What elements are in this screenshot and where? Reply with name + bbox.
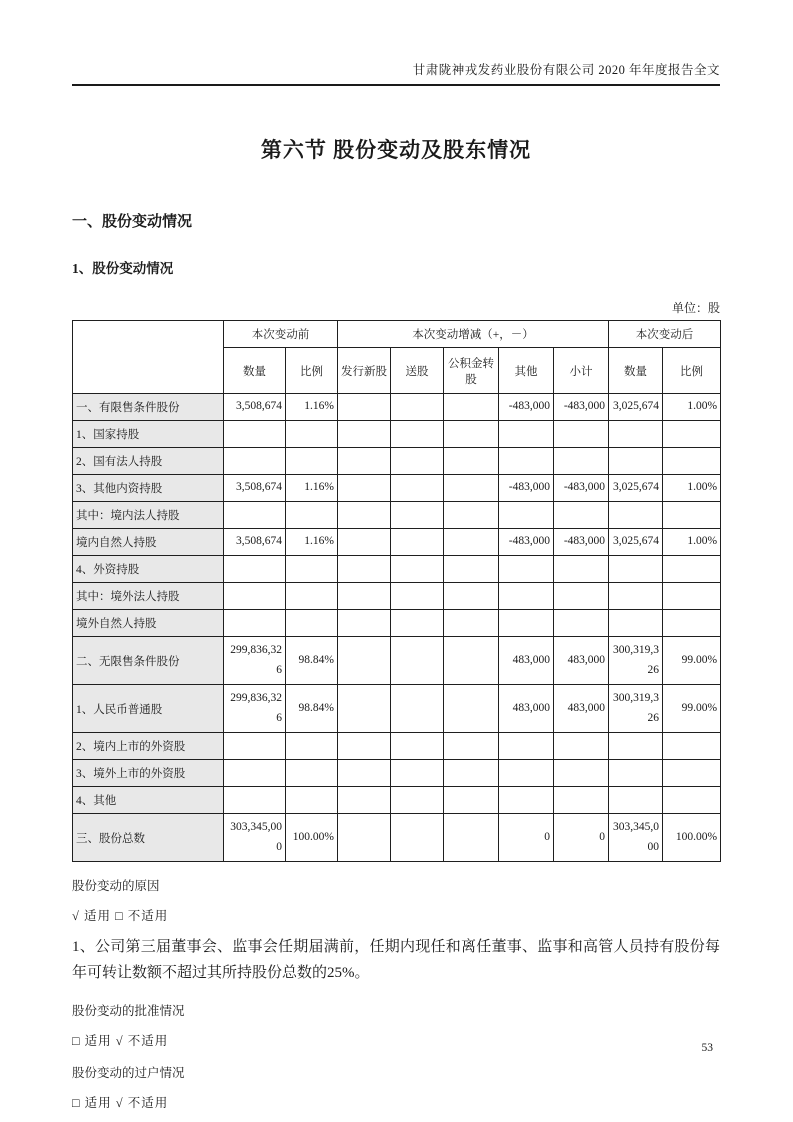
row-label: 3、其他内资持股 [73, 475, 224, 502]
cell [609, 733, 663, 760]
cell [609, 610, 663, 637]
col-header-ratio-before: 比例 [286, 348, 338, 394]
cell [499, 556, 554, 583]
row-label: 1、国家持股 [73, 421, 224, 448]
cell [609, 421, 663, 448]
cell [663, 733, 721, 760]
cell [391, 475, 444, 502]
group-header-before: 本次变动前 [224, 321, 338, 348]
col-header-bonus-shares: 送股 [391, 348, 444, 394]
row-label: 其中：境内法人持股 [73, 502, 224, 529]
table-row-total-shares [73, 814, 721, 862]
cell: 3,508,674 [224, 529, 286, 556]
cell [554, 502, 609, 529]
table-row-state-holding [73, 421, 721, 448]
cell [286, 787, 338, 814]
cell [499, 610, 554, 637]
share-change-table [72, 320, 721, 862]
table-row-foreign-holding [73, 556, 721, 583]
cell [499, 421, 554, 448]
cell: 483,000 [499, 637, 554, 685]
cell [338, 475, 391, 502]
cell: 3,025,674 [609, 475, 663, 502]
cell [554, 787, 609, 814]
cell [663, 502, 721, 529]
cell: 303,345,000 [224, 814, 286, 862]
cell: 1.00% [663, 475, 721, 502]
cell: 483,000 [554, 637, 609, 685]
row-label: 2、境内上市的外资股 [73, 733, 224, 760]
cell [286, 733, 338, 760]
cell [663, 583, 721, 610]
col-header-qty-after: 数量 [609, 348, 663, 394]
col-header-ratio-after: 比例 [663, 348, 721, 394]
cell [444, 787, 499, 814]
row-label: 一、有限售条件股份 [73, 394, 224, 421]
share-change-reason-label: 股份变动的原因 [72, 879, 160, 893]
cell [444, 394, 499, 421]
cell: 0 [554, 814, 609, 862]
cell [554, 610, 609, 637]
cell [444, 475, 499, 502]
approval-status-label: 股份变动的批准情况 [72, 1003, 185, 1018]
cell: 3,508,674 [224, 475, 286, 502]
cell: 300,319,326 [609, 685, 663, 733]
cell [391, 394, 444, 421]
cell [391, 529, 444, 556]
cell [391, 787, 444, 814]
cell [444, 760, 499, 787]
cell: 98.84% [286, 685, 338, 733]
share-change-reason-text: 1、公司第三届董事会、监事会任期届满前，任期内现任和离任董事、监事和高管人员持有股份每年可转让数额不超过其所持股份总数的25%。 [72, 939, 720, 982]
cell [224, 760, 286, 787]
cell [286, 556, 338, 583]
cell: -483,000 [554, 475, 609, 502]
cell [286, 610, 338, 637]
cell: -483,000 [499, 529, 554, 556]
table-row-domestic-listed-foreign-shares [73, 733, 721, 760]
cell [554, 760, 609, 787]
running-header [72, 60, 720, 86]
cell [338, 556, 391, 583]
cell: 483,000 [499, 685, 554, 733]
row-label: 境内自然人持股 [73, 529, 224, 556]
cell [224, 502, 286, 529]
transfer-status-label: 股份变动的过户情况 [72, 1065, 185, 1080]
cell [338, 502, 391, 529]
col-header-new-issue: 发行新股 [338, 348, 391, 394]
cell [663, 787, 721, 814]
cell [391, 556, 444, 583]
cell: 1.16% [286, 394, 338, 421]
cell: 1.00% [663, 394, 721, 421]
cell [663, 610, 721, 637]
cell [391, 502, 444, 529]
table-row-rmb-ordinary-shares [73, 685, 721, 733]
cell [338, 421, 391, 448]
table-group-header-row [73, 321, 721, 348]
cell [338, 583, 391, 610]
cell [499, 502, 554, 529]
cell [338, 685, 391, 733]
cell [224, 583, 286, 610]
cell [224, 556, 286, 583]
cell [391, 448, 444, 475]
approval-applicability-checkboxes: □ 适用 √ 不适用 [72, 1033, 169, 1048]
group-header-after: 本次变动后 [609, 321, 721, 348]
group-header-change: 本次变动增减（+，－） [338, 321, 609, 348]
cell [286, 583, 338, 610]
cell: 300,319,326 [609, 637, 663, 685]
cell: 99.00% [663, 637, 721, 685]
cell [391, 685, 444, 733]
section-heading: 一、股份变动情况 [72, 214, 193, 230]
transfer-applicability-checkboxes: □ 适用 √ 不适用 [72, 1095, 169, 1110]
cell [609, 556, 663, 583]
cell [444, 556, 499, 583]
cell [444, 421, 499, 448]
cell: 98.84% [286, 637, 338, 685]
col-header-subtotal: 小计 [554, 348, 609, 394]
subsection-heading: 1、股份变动情况 [72, 261, 174, 276]
cell [444, 610, 499, 637]
cell [499, 760, 554, 787]
cell: -483,000 [554, 394, 609, 421]
col-header-other: 其他 [499, 348, 554, 394]
cell: 1.16% [286, 475, 338, 502]
table-row-other [73, 787, 721, 814]
reason-applicability-checkboxes: √ 适用 □ 不适用 [72, 909, 169, 923]
cell [391, 421, 444, 448]
cell [391, 733, 444, 760]
cell [444, 733, 499, 760]
cell [554, 733, 609, 760]
cell [499, 583, 554, 610]
row-label: 境外自然人持股 [73, 610, 224, 637]
cell [286, 448, 338, 475]
cell: 1.16% [286, 529, 338, 556]
cell [286, 421, 338, 448]
cell [444, 448, 499, 475]
cell [338, 814, 391, 862]
cell [663, 421, 721, 448]
cell [609, 583, 663, 610]
cell [338, 760, 391, 787]
cell [338, 787, 391, 814]
cell [286, 760, 338, 787]
report-header-text: 甘肃陇神戎发药业股份有限公司 2020 年年度报告全文 [412, 63, 720, 77]
table-corner-cell [73, 321, 224, 394]
unit-label: 单位：股 [671, 301, 720, 315]
cell [338, 394, 391, 421]
cell [338, 733, 391, 760]
cell [554, 448, 609, 475]
cell [444, 637, 499, 685]
row-label: 4、外资持股 [73, 556, 224, 583]
cell [286, 502, 338, 529]
table-row-domestic-natural-person [73, 529, 721, 556]
cell: -483,000 [499, 394, 554, 421]
cell [444, 685, 499, 733]
cell: 0 [499, 814, 554, 862]
row-label: 1、人民币普通股 [73, 685, 224, 733]
row-label: 2、国有法人持股 [73, 448, 224, 475]
table-row-unrestricted-shares [73, 637, 721, 685]
page-number: 53 [701, 1042, 713, 1054]
cell: -483,000 [554, 529, 609, 556]
cell [609, 787, 663, 814]
cell [444, 583, 499, 610]
cell: 3,025,674 [609, 394, 663, 421]
cell [391, 583, 444, 610]
col-header-qty-before: 数量 [224, 348, 286, 394]
table-row-restricted-shares [73, 394, 721, 421]
table-row-domestic-legal-person [73, 502, 721, 529]
cell [224, 733, 286, 760]
cell: 299,836,326 [224, 637, 286, 685]
cell [391, 610, 444, 637]
table-row-state-legal-person [73, 448, 721, 475]
cell [554, 556, 609, 583]
cell [338, 637, 391, 685]
cell: 3,508,674 [224, 394, 286, 421]
cell [391, 760, 444, 787]
cell: 483,000 [554, 685, 609, 733]
cell [444, 814, 499, 862]
table-row-overseas-legal-person [73, 583, 721, 610]
cell [499, 733, 554, 760]
cell: 100.00% [286, 814, 338, 862]
cell [663, 760, 721, 787]
cell [499, 448, 554, 475]
cell [663, 448, 721, 475]
row-label: 3、境外上市的外资股 [73, 760, 224, 787]
cell [609, 502, 663, 529]
cell [224, 787, 286, 814]
cell: 100.00% [663, 814, 721, 862]
cell: 299,836,326 [224, 685, 286, 733]
cell [554, 583, 609, 610]
cell: 99.00% [663, 685, 721, 733]
cell: 303,345,000 [609, 814, 663, 862]
row-label: 三、股份总数 [73, 814, 224, 862]
cell [224, 448, 286, 475]
table-row-other-domestic [73, 475, 721, 502]
cell: -483,000 [499, 475, 554, 502]
cell [444, 502, 499, 529]
table-row-overseas-listed-foreign-shares [73, 760, 721, 787]
cell [663, 556, 721, 583]
cell [224, 421, 286, 448]
cell [609, 760, 663, 787]
row-label: 4、其他 [73, 787, 224, 814]
cell [391, 814, 444, 862]
table-row-overseas-natural-person [73, 610, 721, 637]
cell [554, 421, 609, 448]
cell [338, 610, 391, 637]
cell [224, 610, 286, 637]
cell [338, 529, 391, 556]
page-title: 第六节 股份变动及股东情况 [260, 138, 532, 162]
cell [391, 637, 444, 685]
row-label: 二、无限售条件股份 [73, 637, 224, 685]
cell: 3,025,674 [609, 529, 663, 556]
cell [499, 787, 554, 814]
cell: 1.00% [663, 529, 721, 556]
cell [338, 448, 391, 475]
cell [609, 448, 663, 475]
row-label: 其中：境外法人持股 [73, 583, 224, 610]
cell [444, 529, 499, 556]
col-header-reserve-conversion: 公积金转股 [444, 348, 499, 394]
